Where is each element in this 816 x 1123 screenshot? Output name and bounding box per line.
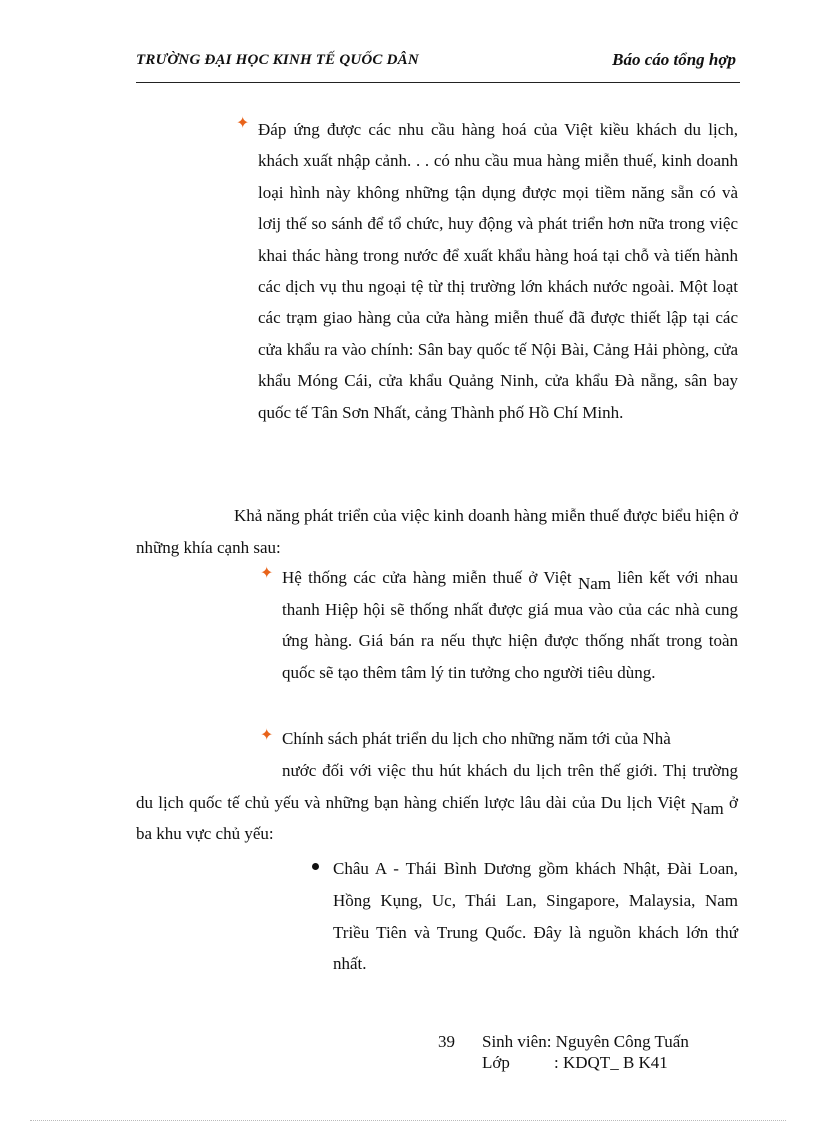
paragraph-text: liên kết với nhau thanh Hiệp hội sẽ thống nhất được giá mua vào của các nhà cung ứng hàng. Giá bán ra nếu thực hiện được thống nhất trong toàn quốc sẽ tạo thêm tâm lý tin tưởng cho người tiêu dùng.: [282, 568, 739, 682]
star-bullet-icon: ✦: [260, 565, 274, 582]
page-number: 39: [438, 1032, 455, 1051]
page-header: [136, 46, 736, 76]
class-label: Lớp: [482, 1053, 510, 1072]
star-bullet-icon: ✦: [260, 727, 274, 744]
star-bullet-icon: ✦: [236, 115, 250, 132]
header-divider: [136, 82, 740, 83]
paragraph-first-line: Chính sách phát triển du lịch cho những năm tới của Nhà: [282, 729, 671, 748]
report-title: Báo cáo tổng hợp: [612, 50, 736, 69]
class-value: : KDQT_ B K41: [554, 1053, 668, 1072]
paragraph-text: [136, 755, 738, 850]
country-word: Nam: [577, 574, 612, 593]
page-bottom-border: [30, 1120, 786, 1121]
country-word: Nam: [690, 798, 724, 818]
paragraph-duty-free-demand: Đáp ứng được các nhu cầu hàng hoá của Việt kiều khách du lịch, khách xuất nhập cảnh. . . có nhu cầu mua hàng miễn thuế, kinh doanh loại hình này không những tận dụng được mọi tiềm năng sẵn có và lơij thế so sánh để tổ chức, huy động và phát triển hơn nữa trong việc khai thác hàng trong nước để xuất khẩu hàng hoá tại chỗ và tiến hành các dịch vụ thu ngoại tệ từ thị trường lớn khách nước ngoài. Một loạt các trạm giao hàng của cửa hàng miễn thuế đã được thiết lập tại các cửa khẩu ra vào chính: Sân bay quốc tế Nội Bài, Cảng Hải phòng, cửa khẩu Móng Cái, cửa khẩu Quảng Ninh, cửa khẩu Đà nẵng, sân bay quốc tế Tân Sơn Nhất, cảng Thành phố Hồ Chí Minh.: [258, 120, 738, 422]
paragraph-tourism-policy: [136, 723, 738, 850]
student-name: Sinh viên: Nguyên Công Tuấn: [482, 1032, 689, 1051]
paragraph-store-system: [282, 562, 738, 688]
class-info: [482, 1053, 668, 1073]
paragraph-text-a: nước đối với việc thu hút khách du lịch trên thế giới. Thị trường du lịch quốc tế chủ yếu và những bạn hàng chiến lược lâu dài của Du lịch Việt: [136, 760, 738, 812]
dot-bullet-icon: [312, 863, 319, 870]
paragraph-text-b: ở ba khu vực chủ yếu:: [136, 792, 739, 844]
paragraph-text: Hệ thống các cửa hàng miễn thuế ở Việt: [282, 568, 572, 587]
paragraph-development-potential: Khả năng phát triển của việc kinh doanh hàng miễn thuế được biểu hiện ở những khía cạnh sau:: [136, 506, 738, 557]
university-name: TRƯỜNG ĐẠI HỌC KINH TẾ QUỐC DÂN: [136, 52, 419, 68]
list-item-asia-pacific: Châu A - Thái Bình Dương gồm khách Nhật, Đài Loan, Hồng Kụng, Uc, Thái Lan, Singapore, Malaysia, Nam Triều Tiên và Trung Quốc. Đây là nguồn khách lớn thứ nhất.: [333, 859, 738, 974]
